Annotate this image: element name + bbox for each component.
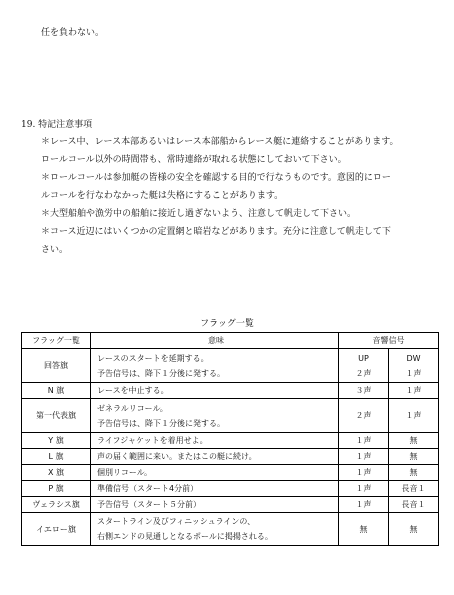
- meaning-line: スタートライン及びフィニッシュラインの、: [97, 517, 256, 526]
- header-flag: フラッグ一覧: [22, 333, 91, 349]
- table-row: [22, 349, 439, 383]
- meaning-line: レースを中止する。: [97, 386, 169, 395]
- signal-dw-value: DW: [406, 353, 421, 363]
- table-header-row: [22, 333, 439, 349]
- signal-dw-cell: [389, 349, 439, 383]
- section-line: さい。: [41, 245, 69, 255]
- flag-name-cell: N 旗: [22, 383, 91, 399]
- meaning-cell: [91, 399, 339, 433]
- signal-dw-cell: [389, 497, 439, 513]
- meaning-line: ライフジャケットを着用せよ。: [97, 436, 208, 445]
- flag-name-cell: 回答旗: [22, 349, 91, 383]
- meaning-line: ゼネラルリコール。: [97, 403, 168, 413]
- signal-dw-value: １声: [405, 411, 422, 420]
- meaning-cell: [91, 513, 339, 546]
- meaning-cell: [91, 481, 339, 497]
- flag-name-cell: L 旗: [22, 449, 91, 465]
- table-title: フラッグ一覧: [200, 319, 254, 329]
- signal-up-value: 無: [359, 524, 368, 534]
- flag-name-cell: イエロー旗: [22, 513, 91, 546]
- signal-up-cell: [339, 349, 389, 383]
- section-line: ＊レース中、レース本部あるいはレース本部船からレース艇に連絡することがあります。: [41, 137, 399, 147]
- meaning-cell: [91, 465, 339, 481]
- signal-up-cell: [339, 465, 389, 481]
- flag-table: [21, 332, 439, 546]
- table-row: [22, 481, 439, 497]
- signal-dw-cell: [389, 383, 439, 399]
- signal-up-value: UP: [358, 353, 369, 363]
- signal-dw-value: 無: [409, 468, 418, 477]
- signal-up-cell: [339, 513, 389, 546]
- header-signal: 音響信号: [339, 333, 439, 349]
- meaning-line: 予告信号は、降下１分後に発する。: [97, 418, 225, 428]
- signal-up-cell: [339, 481, 389, 497]
- meaning-line: 右側エンドの見通しとなるポールに掲揚される。: [97, 532, 273, 541]
- meaning-cell: [91, 449, 339, 465]
- signal-up-value: １声: [355, 500, 372, 509]
- signal-dw-value: 無: [409, 524, 418, 534]
- section-line: ＊大型船舶や漁労中の船舶に接近し過ぎないよう、注意して帆走して下さい。: [41, 209, 357, 219]
- signal-dw-cell: [389, 513, 439, 546]
- signal-dw-value: 無: [409, 452, 418, 461]
- meaning-cell: [91, 497, 339, 513]
- table-row: [22, 513, 439, 546]
- signal-dw-cell: [389, 449, 439, 465]
- flag-name-cell: ヴェラシス旗: [22, 497, 91, 513]
- section-line: ＊ロールコールは参加艇の皆様の安全を確認する目的で行なうものです。意図的にロー: [41, 173, 391, 183]
- continuation-text: 任を負わない。: [41, 28, 105, 38]
- signal-dw-cell: [389, 433, 439, 449]
- flag-name-cell: X 旗: [22, 465, 91, 481]
- meaning-cell: [91, 383, 339, 399]
- flag-name-cell: Y 旗: [22, 433, 91, 449]
- signal-up-value: １声: [355, 468, 372, 477]
- signal-up-cell: [339, 383, 389, 399]
- signal-dw-value: 長音１: [401, 484, 426, 493]
- meaning-cell: [91, 349, 339, 383]
- meaning-line: 声の届く範囲に来い。またはこの艇に続け。: [97, 452, 257, 461]
- meaning-line: 準備信号（スタート4分前）: [97, 484, 199, 493]
- signal-dw-value: 長音１: [401, 500, 426, 509]
- table-row: [22, 433, 439, 449]
- signal-up-cell: [339, 433, 389, 449]
- meaning-line: 予告信号（スタート５分前）: [97, 500, 201, 509]
- table-row: [22, 449, 439, 465]
- meaning-line: 予告信号は、降下１分後に発する。: [97, 368, 225, 378]
- signal-up-value: １声: [355, 436, 372, 445]
- table-row: [22, 383, 439, 399]
- header-meaning: 意味: [91, 333, 339, 349]
- signal-up-value: ３声: [355, 386, 372, 395]
- signal-up-cell: [339, 399, 389, 433]
- signal-up-value: ２声: [355, 368, 372, 378]
- signal-dw-cell: [389, 465, 439, 481]
- signal-up-cell: [339, 449, 389, 465]
- signal-up-cell: [339, 497, 389, 513]
- flag-name-cell: P 旗: [22, 481, 91, 497]
- signal-dw-value: １声: [405, 386, 422, 395]
- signal-dw-value: 無: [409, 436, 418, 445]
- section-line: ＊コース近辺にはいくつかの定置網と暗岩などがあります。充分に注意して帆走して下: [41, 227, 391, 237]
- signal-up-value: ２声: [355, 411, 372, 420]
- table-row: [22, 399, 439, 433]
- section-line: ルコールを行なわなかった艇は失格にすることがあります。: [41, 191, 284, 201]
- signal-dw-cell: [389, 399, 439, 433]
- section-heading: 19. 特記注意事項: [21, 120, 93, 130]
- meaning-line: レースのスタートを延期する。: [97, 353, 209, 363]
- table-row: [22, 465, 439, 481]
- meaning-line: 個別リコール。: [97, 468, 153, 477]
- section-line: ロールコール以外の時間帯も、常時連絡が取れる状態にしておいて下さい。: [41, 155, 347, 165]
- table-row: [22, 497, 439, 513]
- signal-dw-value: １声: [405, 368, 422, 378]
- meaning-cell: [91, 433, 339, 449]
- flag-name-cell: 第一代表旗: [22, 399, 91, 433]
- signal-up-value: １声: [355, 484, 372, 493]
- signal-dw-cell: [389, 481, 439, 497]
- signal-up-value: １声: [355, 452, 372, 461]
